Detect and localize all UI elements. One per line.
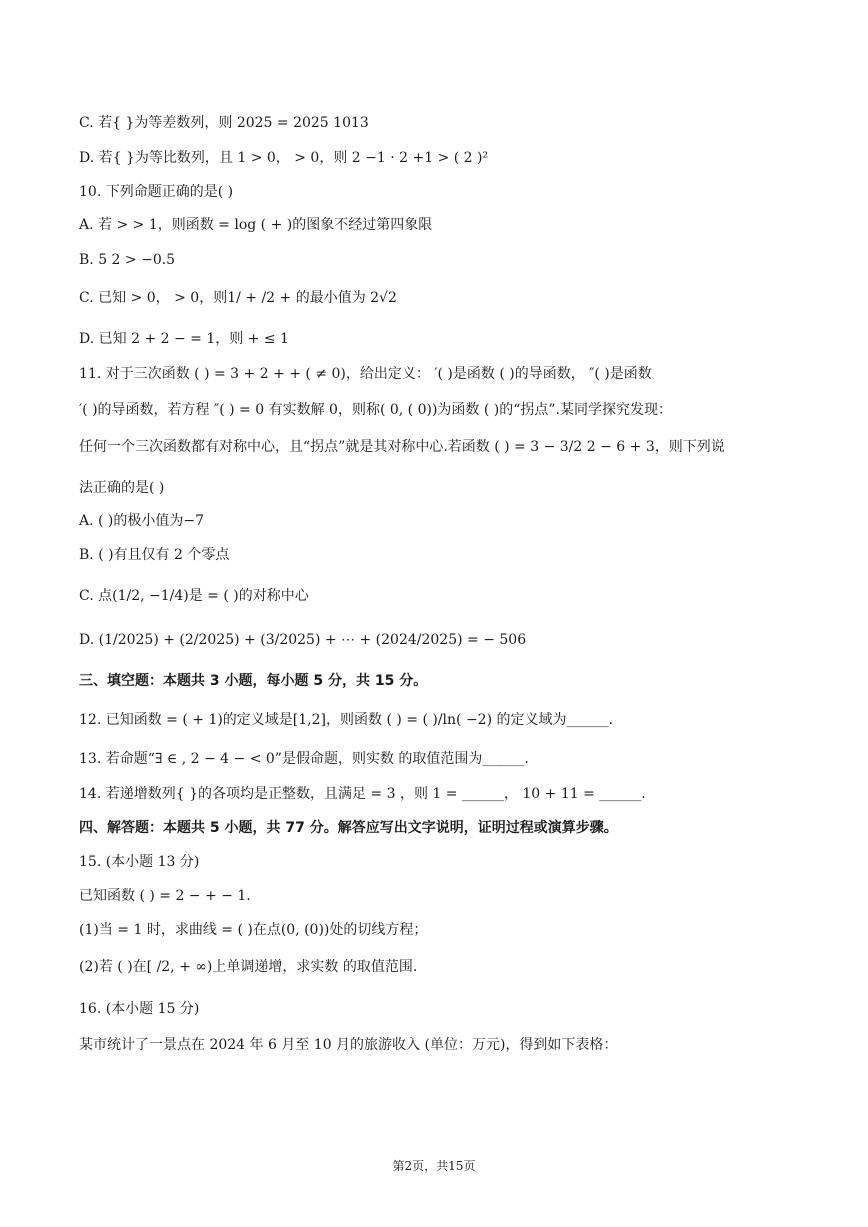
option-10d: D. 已知 2 + 2 − = 1，则 + ≤ 1	[79, 331, 289, 347]
question-16-header: 16. (本小题 15 分)	[79, 1001, 200, 1017]
question-16-stem: 某市统计了一景点在 2024 年 6 月至 10 月的旅游收入 (单位：万元)，得到如下表格：	[79, 1037, 618, 1053]
page-footer: 第2页，共15页	[392, 1159, 476, 1173]
question-13: 13. 若命题“∃ ∈ , 2 − 4 − < 0”是假命题，则实数 的取值范围为______.	[79, 751, 529, 767]
option-9c: C. 若{ }为等差数列，则 2025 = 2025 1013	[79, 115, 369, 131]
option-10c: C. 已知 > 0， > 0，则1/ + /2 + 的最小值为 2√2	[79, 290, 397, 306]
question-15-part1: (1)当 = 1 时，求曲线 = ( )在点(0, (0))处的切线方程；	[79, 922, 428, 938]
question-11-line1: 11. 对于三次函数 ( ) = 3 + 2 + + ( ≠ 0)，给出定义： ′( )是函数 ( )的导函数， ″( )是函数	[79, 366, 652, 382]
section-solve: 四、解答题：本题共 5 小题，共 77 分。解答应写出文字说明，证明过程或演算步骤。	[79, 820, 618, 836]
option-11d: D. (1/2025) + (2/2025) + (3/2025) + ⋯ + (2024/2025) = − 506	[79, 632, 527, 648]
option-11a: A. ( )的极小值为−7	[79, 513, 205, 529]
question-11-line3: 任何一个三次函数都有对称中心，且“拐点”就是其对称中心.若函数 ( ) = 3 − 3/2 2 − 6 + 3，则下列说	[79, 439, 725, 455]
question-11-line4: 法正确的是( )	[79, 480, 165, 496]
question-12: 12. 已知函数 = ( + 1)的定义域是[1,2]，则函数 ( ) = ( )/ln( −2) 的定义域为______.	[79, 712, 613, 728]
option-10b: B. 5 2 > −0.5	[79, 252, 176, 268]
question-11-line2: ′( )的导函数，若方程 ″( ) = 0 有实数解 0，则称( 0, ( 0))为函数 ( )的“拐点”.某同学探究发现：	[79, 402, 673, 418]
option-10a: A. 若 > > 1，则函数 = log ( + )的图象不经过第四象限	[79, 217, 433, 233]
section-fill-blank: 三、填空题：本题共 3 小题，每小题 5 分，共 15 分。	[79, 673, 428, 689]
option-11b: B. ( )有且仅有 2 个零点	[79, 547, 230, 563]
question-14: 14. 若递增数列{ }的各项均是正整数，且满足 = 3 ，则 1 = ______， 10 + 11 = ______.	[79, 786, 646, 802]
question-15-stem: 已知函数 ( ) = 2 − + − 1.	[79, 888, 251, 904]
option-11c: C. 点(1/2, −1/4)是 = ( )的对称中心	[79, 588, 309, 604]
question-15-header: 15. (本小题 13 分)	[79, 854, 200, 870]
question-10: 10. 下列命题正确的是( )	[79, 184, 234, 200]
option-9d: D. 若{ }为等比数列，且 1 > 0， > 0，则 2 −1 · 2 +1 > ( 2 )²	[79, 150, 489, 166]
question-15-part2: (2)若 ( )在[ /2, + ∞)上单调递增，求实数 的取值范围.	[79, 959, 418, 975]
